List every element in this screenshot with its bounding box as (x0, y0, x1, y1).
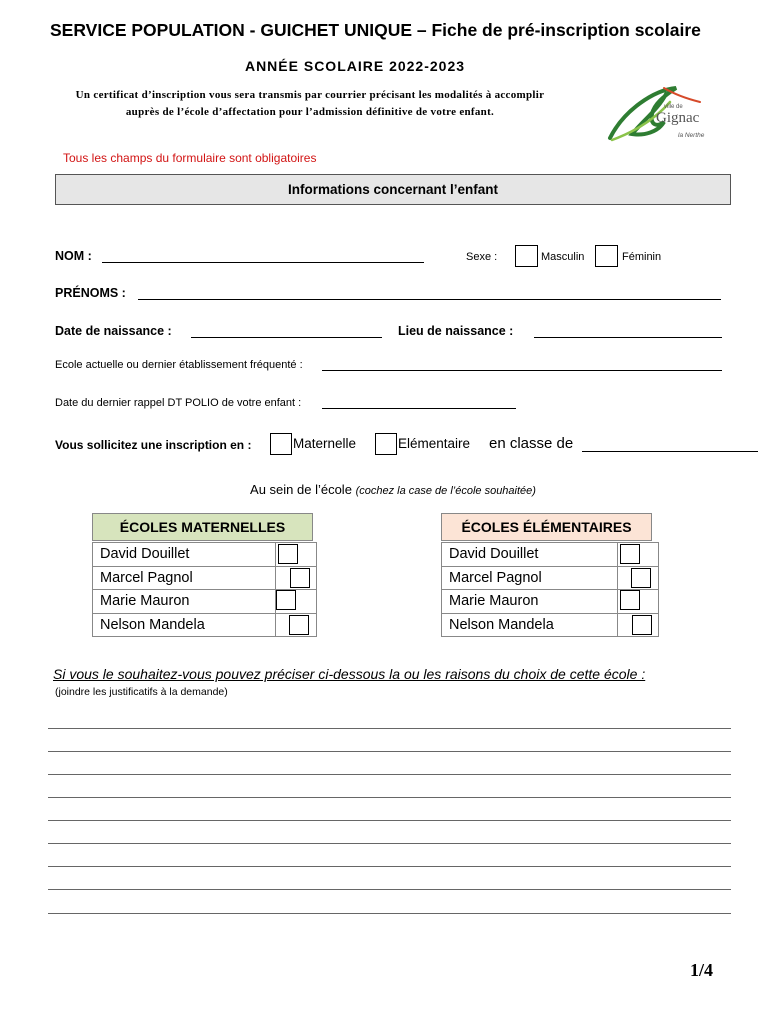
sexe-label: Sexe : (466, 251, 498, 263)
reason-line[interactable] (48, 866, 731, 867)
lieu-naissance-label: Lieu de naissance : (398, 324, 514, 338)
dt-polio-label: Date du dernier rappel DT POLIO de votre enfant : (55, 397, 302, 409)
elementaire-school-checkbox[interactable] (620, 590, 640, 610)
table-row (442, 566, 659, 590)
school-cell (442, 566, 618, 590)
table-row (442, 590, 659, 614)
elementaires-header: ÉCOLES ÉLÉMENTAIRES (441, 513, 652, 541)
school-check-cell (276, 543, 317, 567)
elementaires-table (441, 542, 659, 637)
school-name: Marie Mauron (449, 593, 539, 610)
mandatory-note: Tous les champs du formulaire sont obligatoires (63, 151, 317, 165)
maternelle-school-checkbox[interactable] (289, 615, 309, 635)
prenoms-label: PRÉNOMS : (55, 286, 126, 300)
maternelle-checkbox[interactable] (270, 433, 292, 455)
table-row (93, 566, 317, 590)
reason-line[interactable] (48, 751, 731, 752)
school-name: Marcel Pagnol (449, 569, 542, 586)
ecole-actuelle-field[interactable] (322, 370, 722, 371)
intro-line-1: Un certificat d’inscription vous sera transmis par courrier précisant les modalités à accomplir (75, 89, 545, 101)
date-naissance-label: Date de naissance : (55, 324, 172, 338)
table-row (93, 613, 317, 637)
school-check-cell (618, 543, 659, 567)
dt-polio-field[interactable] (322, 408, 516, 409)
school-cell (442, 613, 618, 637)
masculin-checkbox[interactable] (515, 245, 538, 267)
intro-line-2: auprès de l’école d’affectation pour l’admission définitive de votre enfant. (125, 106, 495, 118)
page-number: 1/4 (690, 960, 714, 980)
school-check-cell (618, 566, 659, 590)
elementaire-school-checkbox[interactable] (631, 568, 651, 588)
table-row (93, 590, 317, 614)
reason-line[interactable] (48, 889, 731, 890)
elementaire-checkbox[interactable] (375, 433, 397, 455)
elementaire-school-checkbox[interactable] (620, 544, 640, 564)
feminin-checkbox[interactable] (595, 245, 618, 267)
section-header (55, 174, 731, 205)
school-name: Marie Mauron (100, 593, 190, 610)
school-cell (93, 543, 276, 567)
lieu-naissance-field[interactable] (534, 337, 722, 338)
school-name: Nelson Mandela (449, 616, 554, 633)
en-classe-de-label: en classe de (489, 435, 574, 452)
section-title: Informations concernant l’enfant (287, 182, 499, 197)
maternelle-school-checkbox[interactable] (290, 568, 310, 588)
reason-line[interactable] (48, 820, 731, 821)
logo-top-text: ville de (664, 104, 683, 110)
school-cell (93, 590, 276, 614)
school-check-cell (276, 590, 317, 614)
school-check-cell (276, 613, 317, 637)
prenoms-field[interactable] (138, 299, 721, 300)
school-check-cell (618, 590, 659, 614)
intro-text (0, 87, 620, 121)
gignac-logo (604, 80, 724, 148)
school-name: Nelson Mandela (100, 616, 205, 633)
feminin-label: Féminin (622, 251, 662, 263)
nom-label: NOM : (55, 249, 92, 263)
logo-sub-text: la Nerthe (678, 132, 705, 139)
table-row (93, 543, 317, 567)
masculin-label: Masculin (541, 251, 585, 263)
table-row (442, 543, 659, 567)
school-cell (442, 543, 618, 567)
elementaire-label: Elémentaire (398, 436, 471, 451)
maternelles-header: ÉCOLES MATERNELLES (92, 513, 313, 541)
maternelle-label: Maternelle (293, 436, 357, 451)
nom-field[interactable] (102, 262, 424, 263)
maternelles-table (92, 542, 317, 637)
reasons-subtitle: (joindre les justificatifs à la demande) (55, 686, 228, 698)
school-check-cell (618, 613, 659, 637)
reason-line[interactable] (48, 797, 731, 798)
reasons-title: Si vous le souhaitez-vous pouvez préciser ci-dessous la ou les raisons du choix de cette école : (53, 666, 646, 682)
schools-intro-text: Au sein de l’école (250, 482, 352, 497)
reason-line[interactable] (48, 728, 731, 729)
ecole-actuelle-label: Ecole actuelle ou dernier établissement fréquenté : (55, 359, 303, 371)
school-name: Marcel Pagnol (100, 569, 193, 586)
elementaire-school-checkbox[interactable] (632, 615, 652, 635)
date-naissance-field[interactable] (191, 337, 382, 338)
reason-line[interactable] (48, 774, 731, 775)
school-cell (442, 590, 618, 614)
school-name: David Douillet (449, 546, 539, 563)
schools-intro-hint: (cochez la case de l’école souhaitée) (355, 485, 536, 497)
form-title: SERVICE POPULATION - GUICHET UNIQUE – Fiche de pré-inscription scolaire (50, 20, 701, 40)
school-year: ANNÉE SCOLAIRE 2022-2023 (244, 58, 466, 74)
school-cell (93, 566, 276, 590)
logo-name: Gignac (656, 110, 700, 126)
reason-line[interactable] (48, 913, 731, 914)
school-name: David Douillet (100, 546, 190, 563)
maternelle-school-checkbox[interactable] (276, 590, 296, 610)
inscription-label: Vous sollicitez une inscription en : (55, 438, 252, 452)
table-row (442, 613, 659, 637)
maternelle-school-checkbox[interactable] (278, 544, 298, 564)
classe-field[interactable] (582, 451, 758, 452)
reason-line[interactable] (48, 843, 731, 844)
school-check-cell (276, 566, 317, 590)
school-cell (93, 613, 276, 637)
schools-intro (0, 482, 770, 497)
